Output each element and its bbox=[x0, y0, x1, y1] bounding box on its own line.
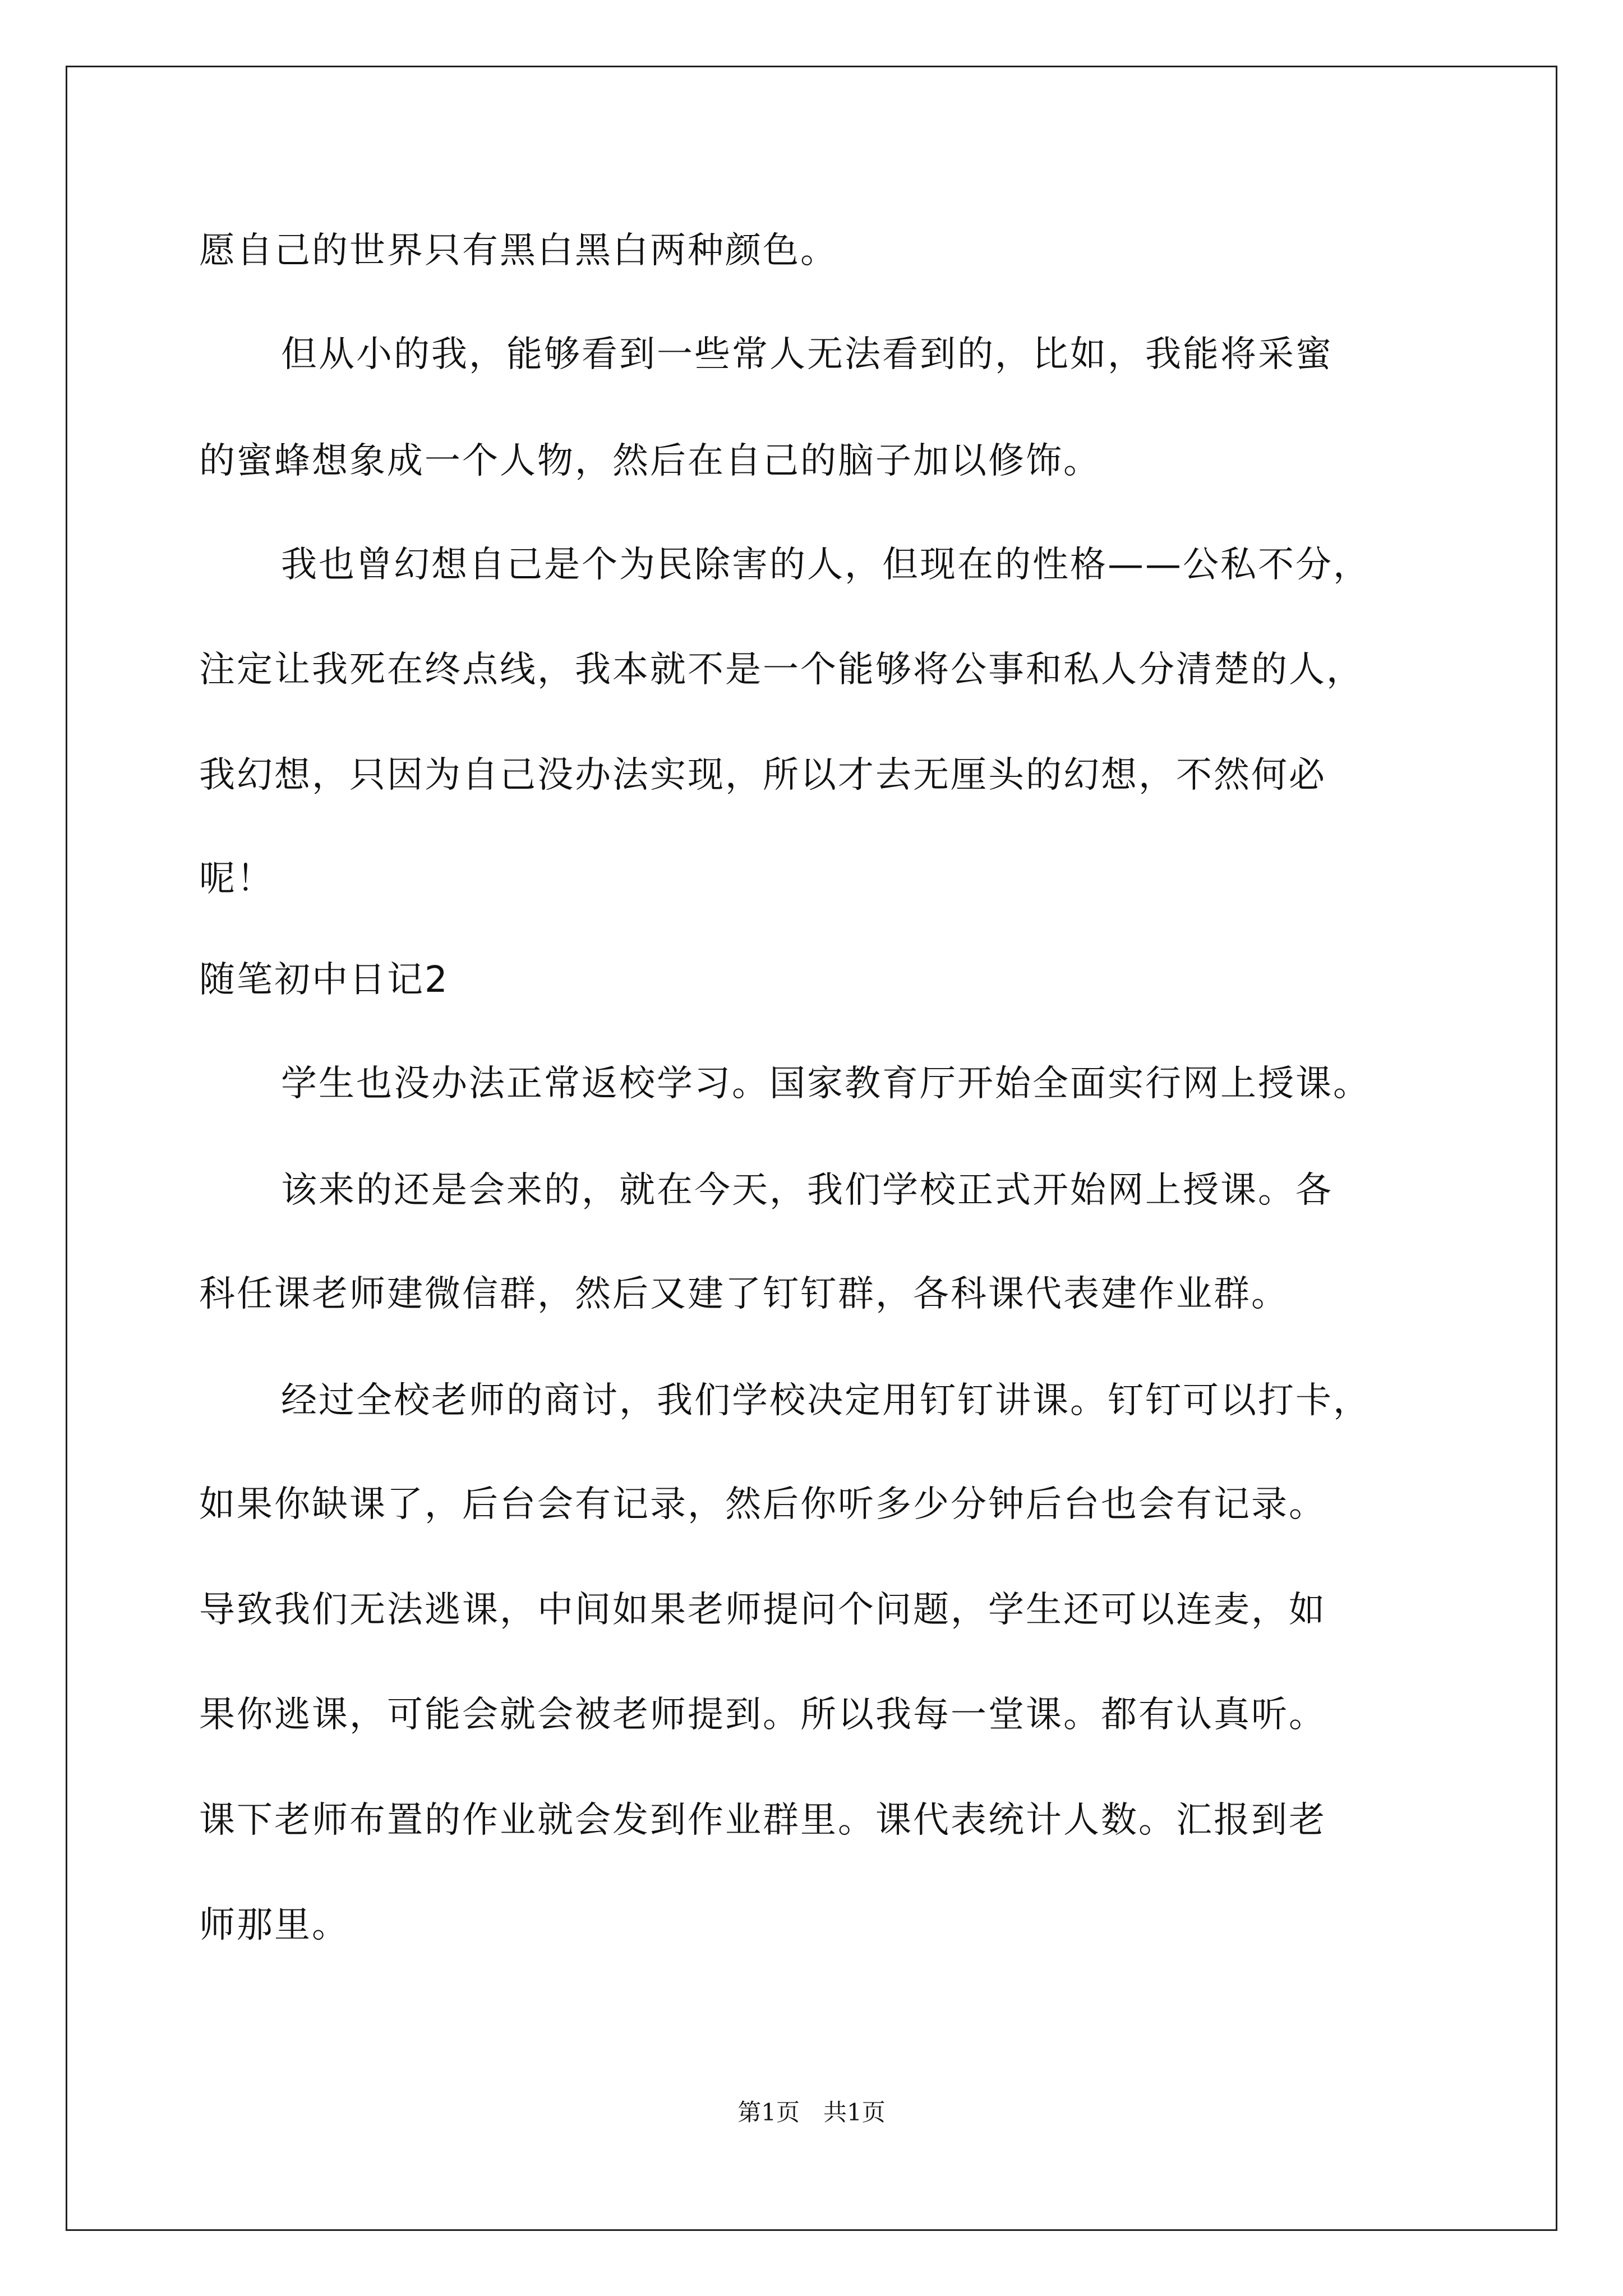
text-line: 果你逃课，可能会就会被老师提到。所以我每一堂课。都有认真听。 bbox=[199, 1694, 1326, 1736]
text-line: 课下老师布置的作业就会发到作业群里。课代表统计人数。汇报到老 bbox=[199, 1800, 1326, 1841]
text-line: 师那里。 bbox=[199, 1904, 349, 1946]
text-line: 如果你缺课了，后台会有记录，然后你听多少分钟后台也会有记录。 bbox=[199, 1484, 1326, 1525]
text-line: 该来的还是会来的，就在今天，我们学校正式开始网上授课。各 bbox=[281, 1170, 1333, 1211]
text-line: 愿自己的世界只有黑白黑白两种颜色。 bbox=[199, 230, 838, 272]
text-line: 我幻想，只因为自己没办法实现，所以才去无厘头的幻想，不然何必 bbox=[199, 754, 1326, 796]
page-number: 第1页 共1页 bbox=[737, 2099, 886, 2126]
text-line: 的蜜蜂想象成一个人物，然后在自己的脑子加以修饰。 bbox=[199, 440, 1101, 482]
text-line: 导致我们无法逃课，中间如果老师提问个问题，学生还可以连麦，如 bbox=[199, 1589, 1326, 1631]
text-line: 经过全校老师的商讨，我们学校决定用钉钉讲课。钉钉可以打卡， bbox=[281, 1380, 1371, 1421]
text-line: 但从小的我，能够看到一些常人无法看到的，比如，我能将采蜜 bbox=[281, 334, 1333, 375]
text-line: 注定让我死在终点线，我本就不是一个能够将公事和私人分清楚的人， bbox=[199, 649, 1364, 691]
section-heading: 随笔初中日记2 bbox=[199, 959, 449, 1001]
text-line: 我也曾幻想自己是个为民除害的人，但现在的性格——公私不分， bbox=[281, 544, 1371, 586]
text-line: 呢！ bbox=[199, 858, 274, 900]
text-line: 科任课老师建微信群，然后又建了钉钉群，各科课代表建作业群。 bbox=[199, 1273, 1289, 1315]
text-line: 学生也没办法正常返校学习。国家教育厅开始全面实行网上授课。 bbox=[281, 1063, 1371, 1105]
